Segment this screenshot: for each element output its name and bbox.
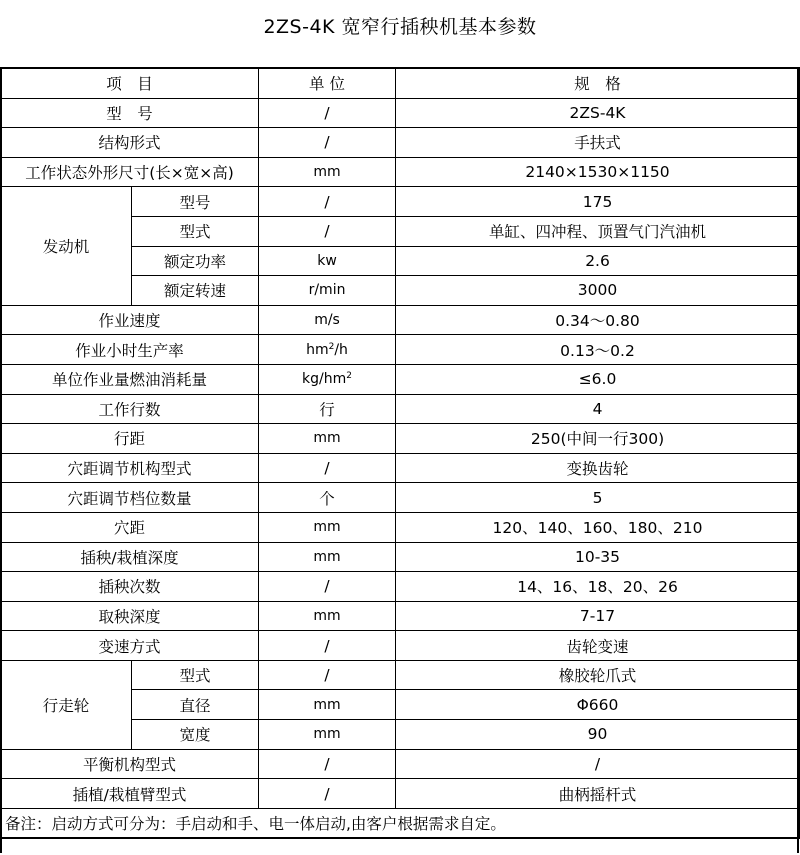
row-spec: 10-35 [396, 542, 800, 572]
table-row [1, 660, 800, 690]
row-spec: 曲柄摇杆式 [396, 779, 800, 809]
row-item: 插植/栽植臂型式 [1, 779, 259, 809]
row-item: 额定转速 [132, 276, 259, 306]
table-row [1, 128, 800, 158]
row-item: 结构形式 [1, 128, 259, 158]
row-spec: 90 [396, 720, 800, 750]
row-spec: 手扶式 [396, 128, 800, 158]
table-row [1, 364, 800, 394]
row-unit: / [259, 98, 396, 128]
row-unit: / [259, 779, 396, 809]
page-title: 2ZS-4K 宽窄行插秧机基本参数 [263, 16, 537, 38]
row-item: 型 号 [1, 98, 259, 128]
row-item: 单位作业量燃油消耗量 [1, 364, 259, 394]
row-spec: 橡胶轮爪式 [396, 660, 800, 690]
row-spec: ≤6.0 [396, 364, 800, 394]
table-row [1, 335, 800, 365]
unit-base: kg/hm [302, 371, 347, 388]
row-unit: r/min [259, 276, 396, 306]
row-unit: kw [259, 246, 396, 276]
row-item: 额定功率 [132, 246, 259, 276]
row-unit: mm [259, 157, 396, 187]
row-spec: 14、16、18、20、26 [396, 572, 800, 602]
note-text: 备注：启动方式可分为：手启动和手、电一体启动,由客户根据需求自定。 [1, 808, 800, 838]
table-row [1, 394, 800, 424]
row-unit: 行 [259, 394, 396, 424]
row-spec: 0.13～0.2 [396, 335, 800, 365]
group-wheel: 行走轮 [1, 660, 132, 749]
table-row [1, 305, 800, 335]
table-row [1, 187, 800, 217]
row-item: 宽度 [132, 720, 259, 750]
row-unit: / [259, 216, 396, 246]
row-item: 工作行数 [1, 394, 259, 424]
row-item: 作业速度 [1, 305, 259, 335]
table-row [1, 779, 800, 809]
table-row [1, 453, 800, 483]
row-item: 直径 [132, 690, 259, 720]
row-unit [259, 335, 396, 365]
note-row [1, 808, 800, 838]
header-item: 项 目 [1, 68, 259, 98]
row-unit: / [259, 749, 396, 779]
row-spec: 7-17 [396, 601, 800, 631]
row-unit: / [259, 660, 396, 690]
row-spec: 0.34～0.80 [396, 305, 800, 335]
unit-tail: /h [334, 341, 348, 358]
row-spec: / [396, 749, 800, 779]
table-row [1, 749, 800, 779]
table-row [1, 483, 800, 513]
row-unit: / [259, 128, 396, 158]
row-item: 穴距调节档位数量 [1, 483, 259, 513]
table-row [1, 157, 800, 187]
row-spec: 4 [396, 394, 800, 424]
row-item: 穴距调节机构型式 [1, 453, 259, 483]
row-unit: mm [259, 690, 396, 720]
row-item: 行距 [1, 424, 259, 454]
row-spec: 2ZS-4K [396, 98, 800, 128]
row-unit: / [259, 187, 396, 217]
row-spec: 单缸、四冲程、顶置气门汽油机 [396, 216, 800, 246]
row-item: 型式 [132, 216, 259, 246]
table-row [1, 512, 800, 542]
row-spec: 5 [396, 483, 800, 513]
row-unit: / [259, 572, 396, 602]
unit-base: hm [306, 341, 329, 358]
row-unit: mm [259, 512, 396, 542]
row-unit: mm [259, 720, 396, 750]
row-item: 穴距 [1, 512, 259, 542]
row-item: 型式 [132, 660, 259, 690]
header-unit: 单 位 [259, 68, 396, 98]
row-item: 型号 [132, 187, 259, 217]
unit-sup: 2 [328, 341, 335, 352]
row-item: 插秧/栽植深度 [1, 542, 259, 572]
row-item: 工作状态外形尺寸(长×宽×高) [1, 157, 259, 187]
row-unit: / [259, 631, 396, 661]
row-unit: / [259, 453, 396, 483]
table-row [1, 601, 800, 631]
table-row [1, 424, 800, 454]
table-header-row [1, 68, 800, 98]
row-spec: 3000 [396, 276, 800, 306]
table-row [1, 572, 800, 602]
header-spec: 规 格 [396, 68, 800, 98]
table-row [1, 542, 800, 572]
row-item: 取秧深度 [1, 601, 259, 631]
row-spec: 250(中间一行300) [396, 424, 800, 454]
row-item: 作业小时生产率 [1, 335, 259, 365]
row-spec: 2140×1530×1150 [396, 157, 800, 187]
row-unit: mm [259, 424, 396, 454]
row-unit: m/s [259, 305, 396, 335]
unit-sup: 2 [346, 371, 352, 382]
row-item: 变速方式 [1, 631, 259, 661]
row-spec: 120、140、160、180、210 [396, 512, 800, 542]
row-item: 插秧次数 [1, 572, 259, 602]
row-spec: 175 [396, 187, 800, 217]
row-unit [259, 364, 396, 394]
row-spec: Φ660 [396, 690, 800, 720]
row-spec: 2.6 [396, 246, 800, 276]
row-spec: 齿轮变速 [396, 631, 800, 661]
table-row [1, 98, 800, 128]
spec-table [0, 67, 800, 839]
table-row [1, 631, 800, 661]
row-unit: mm [259, 542, 396, 572]
group-engine: 发动机 [1, 187, 132, 305]
row-item: 平衡机构型式 [1, 749, 259, 779]
row-spec: 变换齿轮 [396, 453, 800, 483]
row-unit: mm [259, 601, 396, 631]
row-unit: 个 [259, 483, 396, 513]
